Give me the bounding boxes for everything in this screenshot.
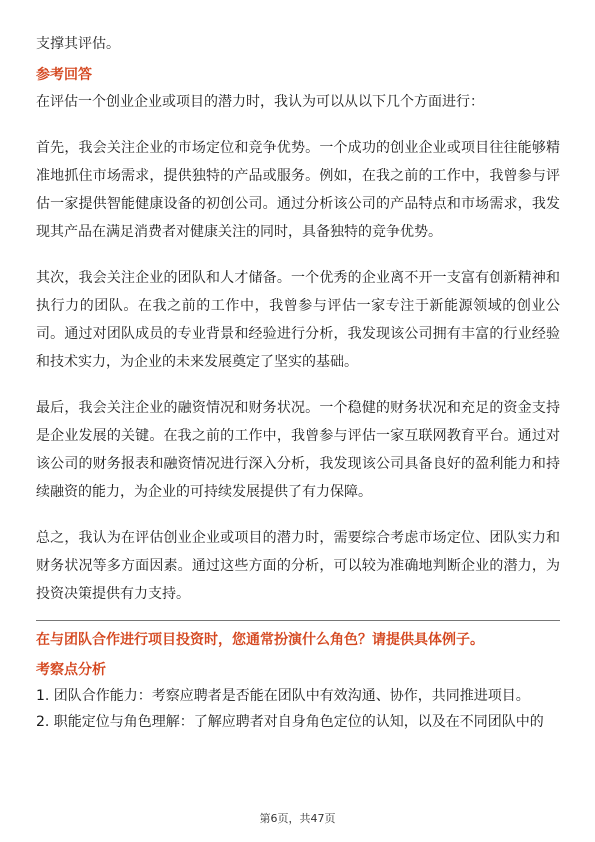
answer-paragraph-finance: 最后，我会关注企业的融资情况和财务状况。一个稳健的财务状况和充足的资金支持是企业发展的关键。在我之前的工作中，我曾参与评估一家互联网教育平台。通过对该公司的财务报表和融资情况进行深入分析，我发现该公司具备良好的盈利能力和持续融资的能力，为企业的可持续发展提供了有力保障。 (36, 400, 560, 500)
paragraph-spacer (36, 246, 560, 264)
analysis-item: 2. 职能定位与角色理解：了解应聘者对自身角色定位的认知，以及在不同团队中的 (36, 714, 544, 730)
document-page (36, 30, 560, 735)
page-number-footer: 第6页，共47页 (259, 812, 336, 825)
answer-paragraph-team: 其次，我会关注企业的团队和人才储备。一个优秀的企业离不开一支富有创新精神和执行力的团队。在我之前的工作中，我曾参与评估一家专注于新能源领域的创业公司。通过对团队成员的专业背景和经验进行分析，我发现该公司拥有丰富的行业经验和技术实力，为企业的未来发展奠定了坚实的基础。 (36, 270, 560, 370)
paragraph-spacer (36, 506, 560, 524)
answer-paragraph-intro: 在评估一个创业企业或项目的潜力时，我认为可以从以下几个方面进行： (36, 94, 484, 110)
paragraph-spacer (36, 376, 560, 394)
analysis-item: 1. 团队合作能力：考察应聘者是否能在团队中有效沟通、协作，共同推进项目。 (36, 688, 530, 704)
analysis-heading: 考察点分析 (36, 662, 106, 678)
paragraph-spacer (36, 116, 560, 134)
answer-paragraph-summary: 总之，我认为在评估创业企业或项目的潜力时，需要综合考虑市场定位、团队实力和财务状况等多方面因素。通过这些方面的分析，可以较为准确地判断企业的潜力，为投资决策提供有力支持。 (36, 530, 560, 602)
intro-tail-text: 支撑其评估。 (36, 36, 120, 52)
reference-answer-heading: 参考回答 (36, 67, 92, 83)
answer-paragraph-market: 首先，我会关注企业的市场定位和竞争优势。一个成功的创业企业或项目往往能够精准地抓住市场需求，提供独特的产品或服务。例如，在我之前的工作中，我曾参与评估一家提供智能健康设备的初创公司。通过分析该公司的产品特点和市场需求，我发现其产品在满足消费者对健康关注的同时，具备独特的竞争优势。 (36, 140, 560, 240)
question-title: 在与团队合作进行项目投资时，您通常扮演什么角色？请提供具体例子。 (36, 632, 484, 648)
section-divider (36, 620, 560, 621)
